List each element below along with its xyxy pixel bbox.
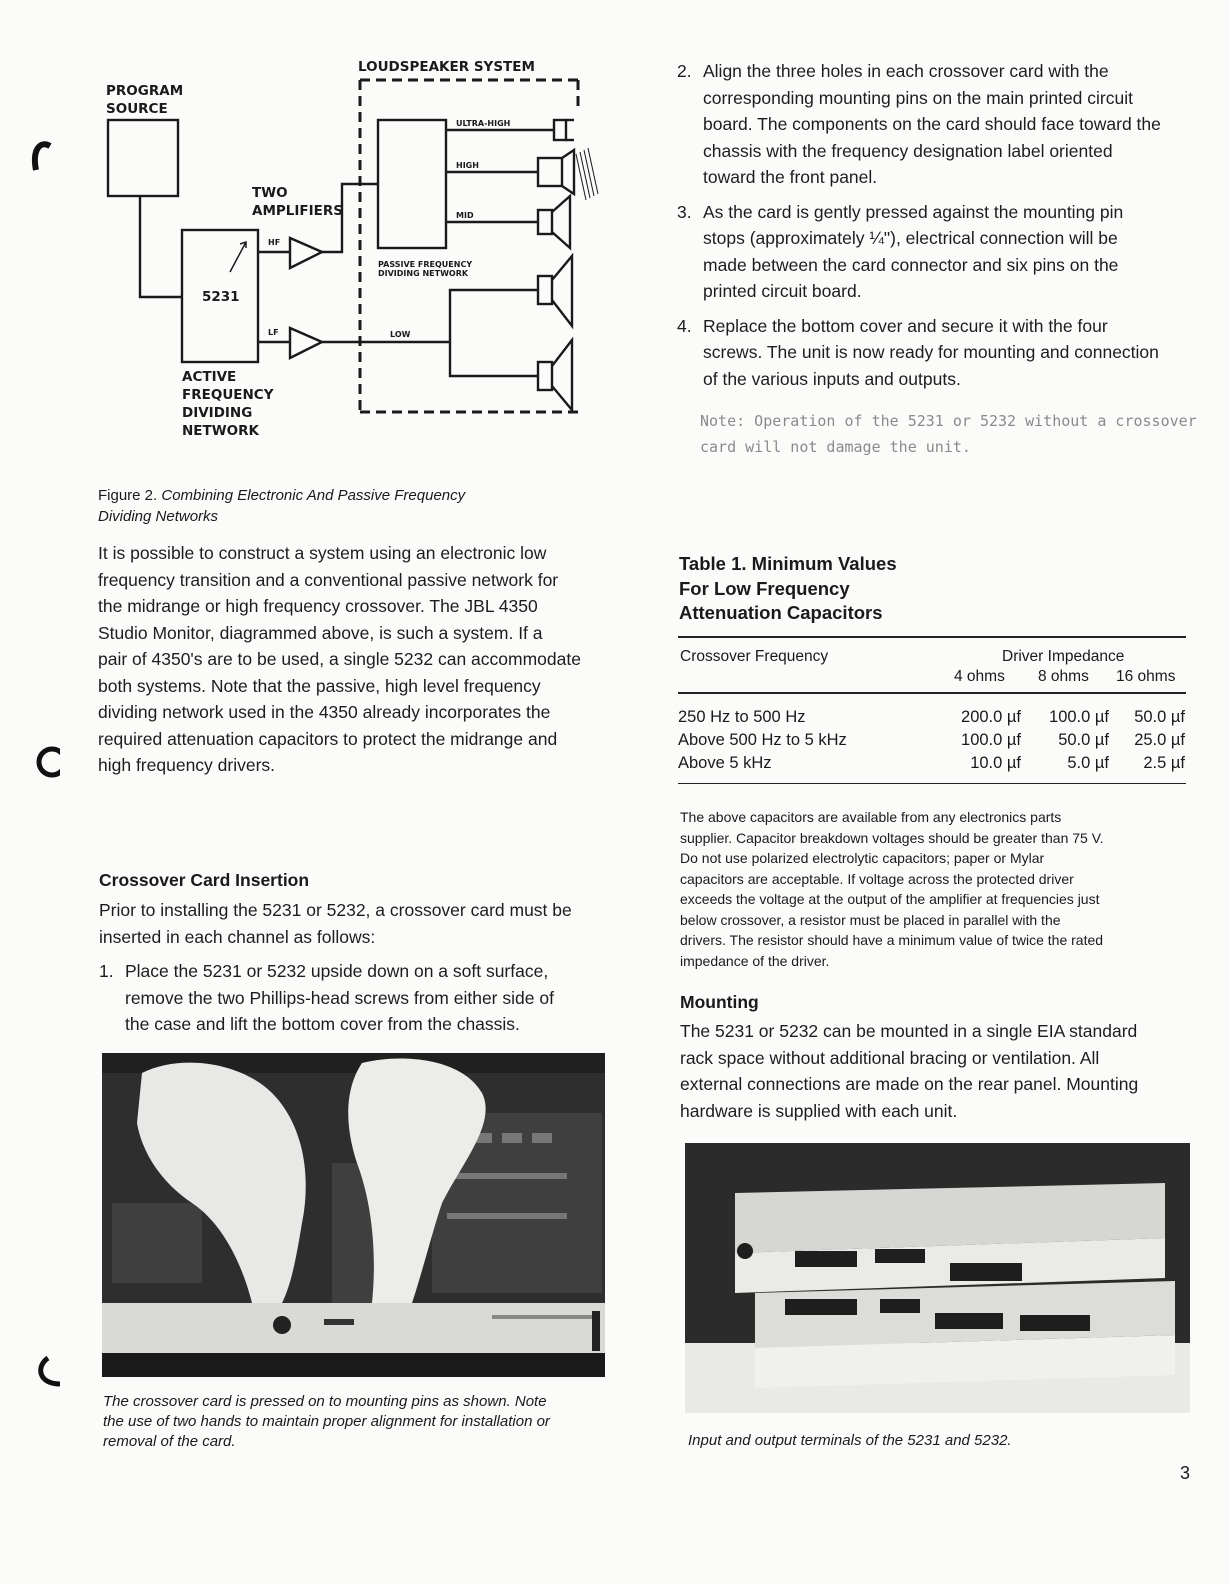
table-header-rule: [678, 692, 1186, 694]
capacitor-table: [678, 706, 1186, 775]
ultra-high-label: ULTRA-HIGH: [456, 119, 511, 128]
value-cell: 50.0 µf: [1058, 730, 1109, 749]
steps-list: [677, 58, 1197, 400]
step-line: stops (approximately ¼"), electrical connection will be: [703, 228, 1118, 248]
high-label: HIGH: [456, 161, 479, 170]
freq-cell: Above 5 kHz: [678, 753, 772, 772]
value-cell: 200.0 µf: [961, 707, 1021, 726]
paragraph-line: dividing network used in the 4350 already incorporates the: [98, 702, 551, 722]
loudspeaker-system-label: LOUDSPEAKER SYSTEM: [358, 59, 535, 75]
value-cell: 100.0 µf: [1049, 707, 1109, 726]
paragraph-line: frequency transition and a conventional passive network for: [98, 569, 559, 590]
two-amplifiers-line: AMPLIFIERS: [252, 203, 343, 219]
note-line: card will not damage the unit.: [700, 438, 971, 456]
figure-2-line-2: [98, 506, 618, 527]
intro-paragraph: [98, 540, 618, 779]
paragraph-line: Prior to installing the 5231 or 5232, a crossover card must be: [99, 900, 572, 920]
photo-illustration: [102, 1053, 605, 1377]
step-line: made between the card connector and six pins on the: [703, 254, 1119, 275]
table-bottom-rule: [678, 783, 1186, 785]
list-item: [99, 958, 619, 1038]
terminals-photo-caption: Input and output terminals of the 5231 and 5232.: [688, 1432, 1012, 1449]
paragraph-line: both systems. Note that the passive, high level frequency: [98, 675, 541, 696]
paragraph-line: inserted in each channel as follows:: [99, 926, 376, 947]
value-cell: 50.0 µf: [1134, 707, 1185, 726]
active-network-line: FREQUENCY: [182, 387, 274, 403]
paragraph-line: the midrange or high frequency crossover. The JBL 4350: [98, 596, 538, 616]
figure-2-title: Combining Electronic And Passive Frequency: [161, 487, 466, 504]
paragraph-line: It is possible to construct a system using an electronic low: [98, 543, 547, 563]
step-line: chassis with the frequency designation label oriented: [703, 140, 1113, 161]
step-line: board. The components on the card should face toward the: [703, 114, 1161, 134]
table-footnote: [680, 807, 1190, 971]
footnote-line: drivers. The resistor should have a minimum value of twice the rated: [680, 932, 1104, 948]
terminals-photo: [685, 1143, 1190, 1413]
low-label: LOW: [390, 330, 411, 339]
step-line: corresponding mounting pins on the main printed circuit: [703, 87, 1133, 108]
active-network-label: [182, 368, 273, 440]
figure-2-prefix: Figure 2.: [98, 487, 162, 504]
active-network-line: ACTIVE: [182, 369, 237, 385]
crossover-intro: [99, 897, 619, 950]
step-number: 1.: [99, 961, 114, 981]
passive-network-label: [378, 260, 472, 278]
two-amplifiers-label: [252, 184, 343, 220]
paragraph-line: rack space without additional bracing or ventilation. All: [680, 1047, 1100, 1068]
table-header: [678, 638, 1186, 692]
mounting-heading: Mounting: [680, 992, 759, 1012]
step-line: the case and lift the bottom cover from the chassis.: [125, 1014, 520, 1034]
footnote-line: capacitors are acceptable. If voltage across the protected driver: [680, 870, 1074, 887]
paragraph-line: required attenuation capacitors to protect the midrange and: [98, 728, 558, 749]
figure-2-line-1: [98, 485, 618, 506]
crossover-card-heading: Crossover Card Insertion: [99, 870, 310, 890]
step-line: of the various inputs and outputs.: [703, 368, 961, 389]
col-header-driver-impedance: Driver Impedance: [1002, 648, 1125, 665]
impedance-8: 8 ohms: [1038, 668, 1089, 685]
note-text: [700, 408, 1200, 460]
figure-2-caption: [98, 485, 618, 527]
caption-line: The crossover card is pressed on to mounting pins as shown. Note: [103, 1393, 547, 1410]
paragraph-line: hardware is supplied with each unit.: [680, 1100, 958, 1121]
table-title-line: For Low Frequency: [679, 577, 850, 599]
terminals-illustration: [685, 1143, 1190, 1413]
program-source-line: PROGRAM: [106, 83, 184, 99]
step-line: toward the front panel.: [703, 167, 878, 187]
table-title-line: Table 1. Minimum Values: [679, 553, 897, 574]
step-1: [99, 958, 619, 1046]
table-1-title: [679, 552, 897, 626]
step-number: 3.: [677, 201, 692, 222]
crossover-card-photo: [102, 1053, 605, 1377]
step-line: Align the three holes in each crossover card with the: [703, 61, 1109, 81]
mounting-paragraph: [680, 1018, 1200, 1124]
figure-2-title-cont: Dividing Networks: [98, 508, 219, 525]
hf-label: HF: [268, 238, 281, 247]
step-number: 4.: [677, 315, 692, 336]
passive-network-line: PASSIVE FREQUENCY: [378, 260, 473, 269]
footnote-line: below crossover, a resistor must be placed in parallel with the: [680, 911, 1061, 928]
list-item: [677, 58, 1197, 191]
program-source-label: [106, 82, 183, 118]
col-header-crossover: Crossover Frequency: [680, 648, 829, 665]
value-cell: 10.0 µf: [970, 753, 1021, 772]
value-cell: 25.0 µf: [1134, 730, 1185, 749]
footnote-line: exceeds the voltage at the output of the amplifier at frequencies just: [680, 891, 1100, 907]
freq-cell: Above 500 Hz to 5 kHz: [678, 730, 847, 749]
paragraph-line: The 5231 or 5232 can be mounted in a single EIA standard: [680, 1021, 1138, 1041]
freq-cell: 250 Hz to 500 Hz: [678, 707, 806, 726]
step-line: remove the two Phillips-head screws from either side of: [125, 987, 554, 1008]
step-line: Place the 5231 or 5232 upside down on a soft surface,: [125, 961, 549, 981]
table-row: [678, 706, 1186, 729]
passive-network-line: DIVIDING NETWORK: [378, 269, 469, 278]
crossover-photo-caption: [103, 1392, 623, 1452]
table-row: [678, 752, 1186, 775]
binder-marks: [0, 0, 60, 1584]
value-cell: 2.5 µf: [1143, 753, 1185, 772]
table-row: [678, 729, 1186, 752]
step-line: As the card is gently pressed against the mounting pin: [703, 201, 1124, 222]
footnote-line: The above capacitors are available from any electronics parts: [680, 809, 1062, 825]
two-amplifiers-line: TWO: [252, 185, 288, 201]
crossover-diagram: [90, 50, 610, 450]
footnote-line: supplier. Capacitor breakdown voltages should be greater than 75 V.: [680, 829, 1104, 846]
note-line: Note: Operation of the 5231 or 5232 without a crossover: [700, 412, 1197, 430]
value-cell: 100.0 µf: [961, 730, 1021, 749]
value-cell: 5.0 µf: [1067, 753, 1109, 772]
paragraph-line: pair of 4350's are to be used, a single 5232 can accommodate: [98, 649, 581, 669]
caption-line: the use of two hands to maintain proper alignment for installation or: [103, 1413, 550, 1430]
step-number: 2.: [677, 61, 692, 81]
mid-label: MID: [456, 211, 474, 220]
lf-label: LF: [268, 328, 279, 337]
table-title-line: Attenuation Capacitors: [679, 602, 883, 623]
paragraph-line: high frequency drivers.: [98, 755, 276, 775]
footnote-line: impedance of the driver.: [680, 952, 830, 969]
paragraph-line: external connections are made on the rear panel. Mounting: [680, 1074, 1139, 1094]
step-line: printed circuit board.: [703, 281, 862, 301]
caption-line: removal of the card.: [103, 1433, 236, 1450]
active-network-line: DIVIDING: [182, 405, 253, 421]
impedance-16: 16 ohms: [1116, 668, 1176, 685]
unit-5231-label: 5231: [202, 289, 240, 305]
table-1: [678, 636, 1186, 784]
list-item: [677, 199, 1197, 305]
active-network-line: NETWORK: [182, 423, 259, 439]
program-source-line: SOURCE: [106, 101, 168, 117]
paragraph-line: Studio Monitor, diagrammed above, is such a system. If a: [98, 622, 543, 643]
impedance-4: 4 ohms: [954, 668, 1005, 685]
step-line: screws. The unit is now ready for mounting and connection: [703, 342, 1159, 362]
page-number: 3: [1180, 1463, 1191, 1483]
list-item: [677, 313, 1197, 393]
step-line: Replace the bottom cover and secure it with the four: [703, 315, 1108, 336]
footnote-line: Do not use polarized electrolytic capacitors; paper or Mylar: [680, 850, 1045, 866]
